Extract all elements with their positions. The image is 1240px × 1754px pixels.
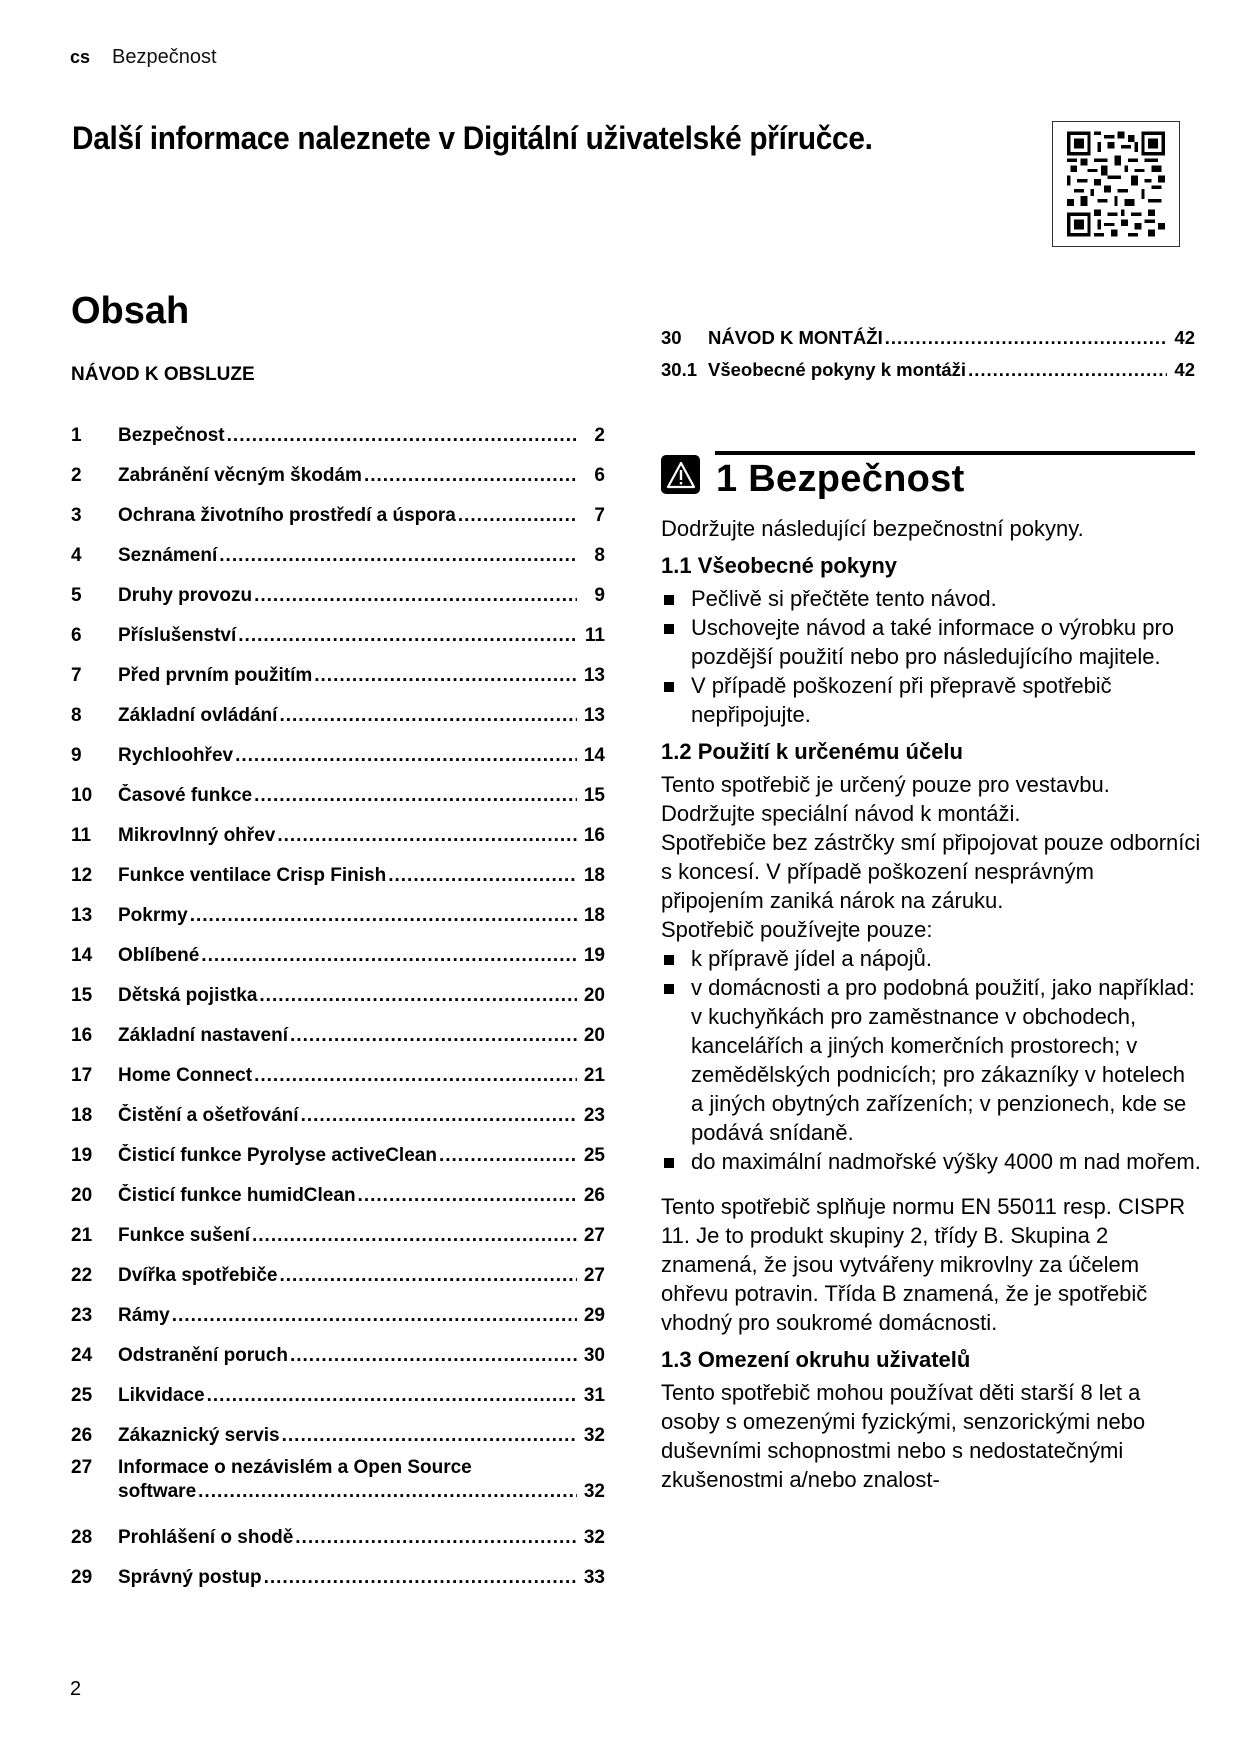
toc-entry[interactable] <box>71 1208 605 1248</box>
toc-entry-number: 29 <box>71 1567 93 1588</box>
toc-entry[interactable] <box>71 968 605 1008</box>
toc-entry-number: 18 <box>71 1105 93 1126</box>
bullet-item: do maximální nadmořské výšky 4000 m nad mořem. <box>661 1147 1201 1176</box>
paragraph: Tento spotřebič mohou používat děti starší 8 let a osoby s omezenými fyzickými, senzorickými nebo duševními schopnostmi nebo s nedostatečnými zkušenostmi a/nebo znalost- <box>661 1380 1146 1492</box>
toc-entry-page: 2 <box>594 425 605 446</box>
toc-entry-label-continued: software <box>118 1481 197 1502</box>
toc-entry[interactable] <box>71 1048 605 1088</box>
bullet-item: k přípravě jídel a nápojů. <box>661 944 1201 973</box>
toc-entry-number: 25 <box>71 1385 93 1406</box>
bullet-item: V případě poškození při přepravě spotřebič nepřipojujte. <box>661 671 1201 729</box>
toc-entry-page: 42 <box>1174 327 1195 348</box>
bullet-list <box>661 944 1201 1176</box>
toc-entry-label: Prohlášení o shodě <box>118 1527 294 1548</box>
toc-entry[interactable] <box>71 768 605 808</box>
toc-entry[interactable] <box>71 408 605 448</box>
paragraph: Tento spotřebič splňuje normu EN 55011 resp. CISPR 11. Je to produkt skupiny 2, třídy B. Skupina 2 znamená, že jsou vytvářeny mikrovlny za účelem ohřevu potravin. Třída B znamená, že je spotřebič vhodný pro soukromé domácnosti. <box>661 1194 1186 1335</box>
toc-entry[interactable] <box>71 1008 605 1048</box>
bullet-item: v domácnosti a pro podobná použití, jako například: v kuchyňkách pro zaměstnance v obchodech, kancelářích a jiných komerčních prostorech; v zemědělských podnicích; pro zákazníky v hotelech a jiných obytných zařízeních; v penzionech, kde se podává snídaně. <box>661 973 1201 1147</box>
dot-leader <box>252 1224 577 1248</box>
toc-entry-label: Příslušenství <box>118 625 237 646</box>
dot-leader <box>207 1384 577 1408</box>
bullet-item: Uschovejte návod a také informace o výrobku pro pozdější použití nebo pro následujícího majitele. <box>661 613 1201 671</box>
dot-leader <box>458 504 577 528</box>
dot-leader <box>254 1064 577 1088</box>
toc-entry-page: 6 <box>594 465 605 486</box>
toc-entry-page: 23 <box>583 1105 605 1126</box>
dot-leader <box>277 824 577 848</box>
toc-entry-page: 30 <box>583 1345 605 1366</box>
dot-leader <box>295 1526 577 1550</box>
toc-entry-number: 3 <box>71 505 82 526</box>
toc-entry-label: Dětská pojistka <box>118 985 258 1006</box>
toc-entry-number: 27 <box>71 1457 93 1478</box>
toc-entry-page: 32 <box>583 1425 605 1446</box>
dot-leader <box>279 704 577 728</box>
paragraph: Spotřebiče bez zástrčky smí připojovat pouze odborníci s koncesí. V případě poškození nesprávným připojením zaniká nárok na záruku. <box>661 830 1201 913</box>
toc-entry-page: 33 <box>583 1567 605 1588</box>
toc-entry-label: Základní nastavení <box>118 1025 289 1046</box>
dot-leader <box>314 664 577 688</box>
toc-entry[interactable] <box>71 608 605 648</box>
dot-leader <box>885 326 1167 350</box>
dot-leader <box>358 1184 577 1208</box>
toc-entry-number: 28 <box>71 1527 93 1548</box>
toc-entry-label: Časové funkce <box>118 785 253 806</box>
toc-entry-number: 14 <box>71 945 93 966</box>
toc-entry[interactable] <box>71 1510 605 1550</box>
toc-entry[interactable] <box>661 318 1195 350</box>
toc-entry-page: 11 <box>584 625 605 646</box>
toc-entry-page: 27 <box>583 1225 605 1246</box>
toc-entry-number: 1 <box>71 425 82 446</box>
toc-entry-label: NÁVOD K MONTÁŽI <box>708 327 883 348</box>
toc-entry-label: Základní ovládání <box>118 705 278 726</box>
subsection-heading: 1.2 Použití k určenému účelu <box>661 739 963 764</box>
toc-entry-label: Správný postup <box>118 1567 262 1588</box>
toc-entry[interactable] <box>71 728 605 768</box>
toc-entry-page: 26 <box>583 1185 605 1206</box>
toc-entry-number: 30 <box>661 327 682 348</box>
dot-leader <box>290 1024 577 1048</box>
toc-entry-number: 23 <box>71 1305 93 1326</box>
digital-manual-banner: Další informace naleznete v Digitální uživatelské příručce. <box>72 120 873 156</box>
dot-leader <box>254 784 577 808</box>
toc-entry-page: 31 <box>583 1385 605 1406</box>
toc-entry-label: Čistění a ošetřování <box>118 1105 299 1126</box>
paragraph: Tento spotřebič je určený pouze pro vestavbu. Dodržujte speciální návod k montáži. <box>661 772 1110 826</box>
dot-leader <box>235 744 577 768</box>
toc-entry-page: 15 <box>583 785 605 806</box>
toc-entry-number: 11 <box>71 825 92 846</box>
toc-entry-label: Ochrana životního prostředí a úspora <box>118 505 456 526</box>
toc-entry-number: 8 <box>71 705 82 726</box>
toc-entry[interactable] <box>71 528 605 568</box>
dot-leader <box>290 1344 577 1368</box>
dot-leader <box>264 1566 577 1590</box>
toc-entry-number: 16 <box>71 1025 93 1046</box>
toc-entry-label: Zabránění věcným škodám <box>118 465 362 486</box>
dot-leader <box>190 904 577 928</box>
dot-leader <box>301 1104 577 1128</box>
toc-entry-page: 18 <box>583 865 605 886</box>
dot-leader <box>968 358 1167 382</box>
toc-entry-label: Informace o nezávislém a Open Source <box>118 1457 472 1478</box>
toc-entry-page: 27 <box>583 1265 605 1286</box>
dot-leader <box>388 864 577 888</box>
toc-entry-number: 10 <box>71 785 93 806</box>
section-content <box>661 514 1201 1494</box>
toc-entry-page: 7 <box>594 505 605 526</box>
toc-entry-label: Před prvním použitím <box>118 665 313 686</box>
toc-entry[interactable] <box>71 1288 605 1328</box>
dot-leader <box>198 1480 577 1504</box>
section-rule <box>715 451 1195 455</box>
toc-entry-label: Mikrovlnný ohřev <box>118 825 276 846</box>
toc-entry-label: Home Connect <box>118 1065 253 1086</box>
dot-leader <box>201 944 577 968</box>
language-code: cs <box>70 47 91 67</box>
page-number: 2 <box>70 1678 82 1700</box>
toc-entry-number: 6 <box>71 625 82 646</box>
toc-entry[interactable] <box>71 1448 605 1510</box>
toc-entry-page: 20 <box>583 985 605 1006</box>
toc-entry[interactable] <box>71 888 605 928</box>
toc-entry-label: Odstranění poruch <box>118 1345 288 1366</box>
toc-entry[interactable] <box>71 488 605 528</box>
toc-entry[interactable] <box>71 1088 605 1128</box>
toc-entry-label: Dvířka spotřebiče <box>118 1265 278 1286</box>
toc-entry[interactable] <box>71 808 605 848</box>
toc-entry-label: Seznámení <box>118 545 218 566</box>
toc-entry-page: 14 <box>583 745 605 766</box>
toc-entry[interactable] <box>71 1550 605 1590</box>
toc-entry-label: Funkce ventilace Crisp Finish <box>118 865 387 886</box>
toc-entry-label: Likvidace <box>118 1385 205 1406</box>
dot-leader <box>227 424 577 448</box>
toc-entry-number: 12 <box>71 865 93 886</box>
toc-entry[interactable] <box>71 1248 605 1288</box>
toc-entry-number: 15 <box>71 985 93 1006</box>
toc-entry-page: 18 <box>583 905 605 926</box>
toc-entry[interactable] <box>71 1168 605 1208</box>
toc-entry-label: Čisticí funkce humidClean <box>118 1185 356 1206</box>
toc-entry-page: 13 <box>583 665 605 686</box>
toc-entry[interactable] <box>71 1368 605 1408</box>
paragraph: Spotřebič používejte pouze: <box>661 917 933 942</box>
dot-leader <box>279 1264 577 1288</box>
toc-entry-label: Druhy provozu <box>118 585 253 606</box>
toc-entry-number: 13 <box>71 905 93 926</box>
toc-entry-number: 7 <box>71 665 82 686</box>
toc-entry-label: Čisticí funkce Pyrolyse activeClean <box>118 1145 437 1166</box>
dot-leader <box>259 984 577 1008</box>
toc-entry-page: 16 <box>583 825 605 846</box>
dot-leader <box>238 624 577 648</box>
toc-entry-page: 21 <box>583 1065 605 1086</box>
toc-entry-page: 9 <box>594 585 605 606</box>
toc-entry-label: Oblíbené <box>118 945 200 966</box>
subsection-heading: 1.1 Všeobecné pokyny <box>661 553 897 578</box>
toc-entry[interactable] <box>71 928 605 968</box>
toc-entry-label: Rámy <box>118 1305 170 1326</box>
qr-code-icon <box>1052 121 1180 247</box>
toc-entry-page: 20 <box>583 1025 605 1046</box>
running-section-title: Bezpečnost <box>112 46 217 68</box>
toc-entry-number: 22 <box>71 1265 93 1286</box>
toc-entry-number: 21 <box>71 1225 93 1246</box>
toc-entry-label: Funkce sušení <box>118 1225 250 1246</box>
toc-entry-label: Pokrmy <box>118 905 188 926</box>
section-title: 1 Bezpečnost <box>716 458 965 500</box>
toc-entry-number: 24 <box>71 1345 93 1366</box>
toc-entry-page: 8 <box>594 545 605 566</box>
toc-entry-page: 25 <box>583 1145 605 1166</box>
toc-entry-number: 17 <box>71 1065 93 1086</box>
dot-leader <box>439 1144 577 1168</box>
toc-entry[interactable] <box>71 1328 605 1368</box>
toc-title: Obsah <box>71 290 190 332</box>
section-intro: Dodržujte následující bezpečnostní pokyny. <box>661 516 1084 541</box>
toc-entry[interactable] <box>71 1408 605 1448</box>
warning-triangle-icon <box>661 455 700 494</box>
bullet-list <box>661 584 1201 729</box>
toc-entry[interactable] <box>71 848 605 888</box>
toc-entry[interactable] <box>71 1128 605 1168</box>
toc-entry[interactable] <box>71 448 605 488</box>
toc-entry-number: 4 <box>71 545 82 566</box>
dot-leader <box>282 1424 577 1448</box>
toc-entry-number: 5 <box>71 585 82 606</box>
dot-leader <box>219 544 577 568</box>
toc-entry-page: 32 <box>583 1481 605 1502</box>
toc-entry-number: 30.1 <box>661 359 698 380</box>
toc-entry-label: Rychloohřev <box>118 745 234 766</box>
dot-leader <box>254 584 577 608</box>
toc-entry-page: 29 <box>583 1305 605 1326</box>
dot-leader <box>364 464 577 488</box>
toc-entry-number: 2 <box>71 465 82 486</box>
toc-entry[interactable] <box>661 350 1195 382</box>
table-of-contents <box>71 408 605 1590</box>
toc-subtitle: NÁVOD K OBSLUZE <box>71 364 255 385</box>
toc-entry-page: 32 <box>583 1527 605 1548</box>
toc-entry-page: 13 <box>583 705 605 726</box>
toc-entry-label: Bezpečnost <box>118 425 225 446</box>
toc-entry-page: 19 <box>583 945 605 966</box>
running-header <box>70 46 217 69</box>
toc-entry-number: 20 <box>71 1185 93 1206</box>
toc-entry-number: 26 <box>71 1425 93 1446</box>
dot-leader <box>172 1304 577 1328</box>
bullet-item: Pečlivě si přečtěte tento návod. <box>661 584 1201 613</box>
toc-entry[interactable] <box>71 568 605 608</box>
toc-entry-number: 19 <box>71 1145 93 1166</box>
toc-entry-label: Zákaznický servis <box>118 1425 280 1446</box>
toc-entry-page: 42 <box>1174 359 1195 380</box>
table-of-contents-continued <box>661 318 1195 382</box>
subsection-heading: 1.3 Omezení okruhu uživatelů <box>661 1347 971 1372</box>
toc-entry[interactable] <box>71 688 605 728</box>
toc-entry[interactable] <box>71 648 605 688</box>
toc-entry-number: 9 <box>71 745 82 766</box>
toc-entry-label: Všeobecné pokyny k montáži <box>708 359 967 380</box>
